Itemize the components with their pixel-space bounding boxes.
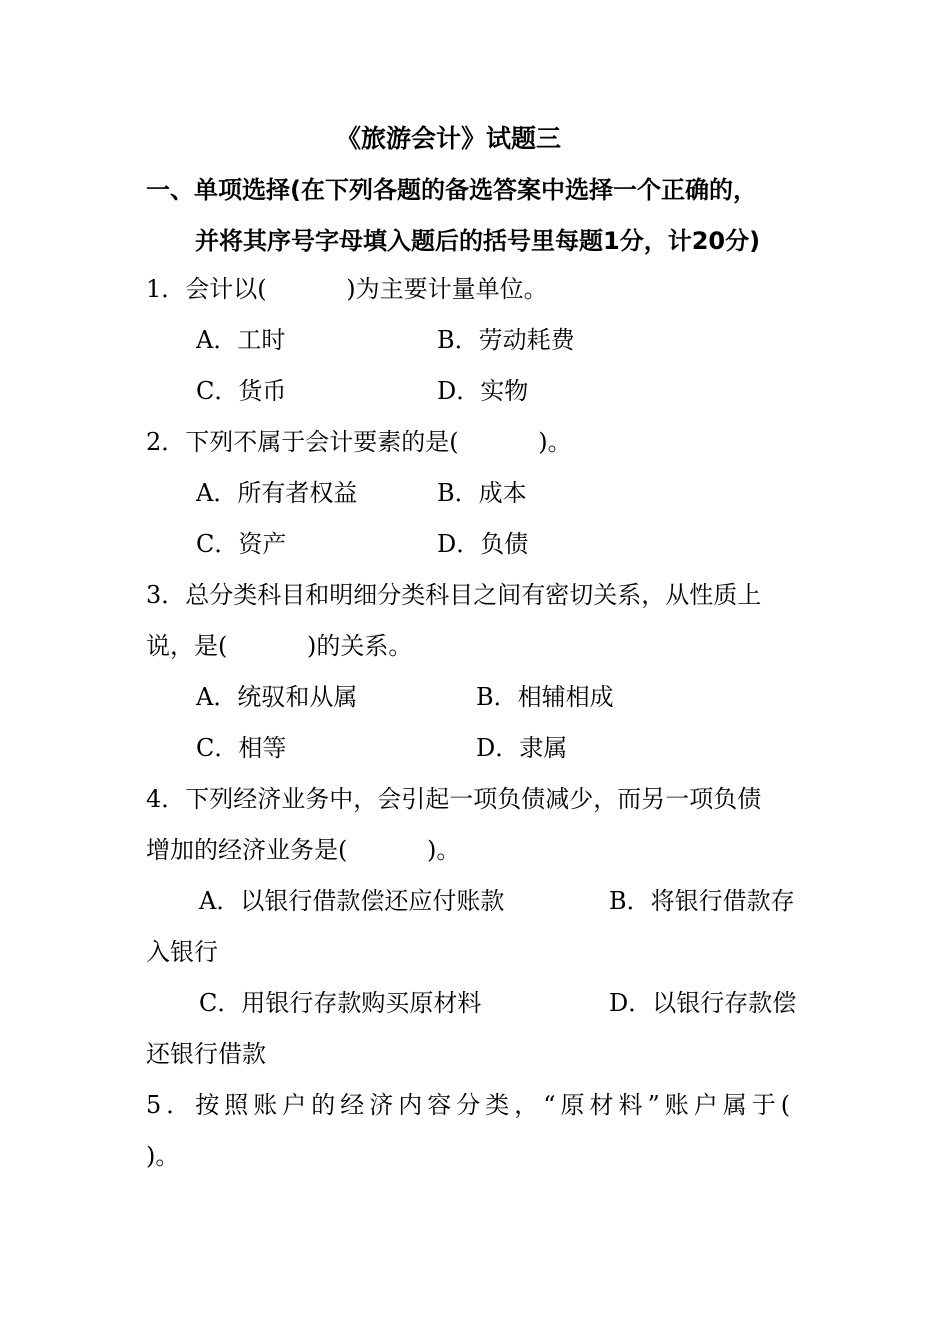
- question-4-stem-line1: 4．下列经济业务中，会引起一项负债减少，而另一项负债: [146, 785, 762, 813]
- question-5-stem-line1: 5．按照账户的经济内容分类，“原材料”账户属于(: [146, 1091, 796, 1119]
- question-2-option-a: A．所有者权益: [196, 479, 358, 507]
- question-4-option-b-line1: B．将银行借款存: [609, 887, 795, 915]
- question-2-stem: 2．下列不属于会计要素的是( )。: [146, 428, 572, 456]
- question-4-stem-line2: 增加的经济业务是( )。: [146, 836, 461, 864]
- question-4-option-c: C．用银行存款购买原材料: [199, 989, 482, 1017]
- question-4-option-d-line2: 还银行借款: [146, 1040, 266, 1068]
- question-1-stem: 1．会计以( )为主要计量单位。: [146, 275, 548, 303]
- question-3-option-d: D．隶属: [476, 734, 568, 762]
- question-3-stem-line2: 说，是( )的关系。: [146, 632, 413, 660]
- question-1-option-c: C．货币: [196, 377, 287, 405]
- question-4-option-b-line2: 入银行: [146, 938, 218, 966]
- question-3-option-c: C．相等: [196, 734, 287, 762]
- question-3-stem-line1: 3．总分类科目和明细分类科目之间有密切关系，从性质上: [146, 581, 762, 609]
- question-1-option-d: D．实物: [437, 377, 529, 405]
- question-4-option-d-line1: D．以银行存款偿: [609, 989, 797, 1017]
- question-2-option-c: C．资产: [196, 530, 287, 558]
- section-heading-line2: 并将其序号字母填入题后的括号里每题1分，计20分): [195, 227, 761, 255]
- question-2-option-d: D．负债: [437, 530, 529, 558]
- question-4-option-a: A．以银行借款偿还应付账款: [199, 887, 505, 915]
- exam-title: 《旅游会计》试题三: [336, 124, 562, 153]
- question-3-option-a: A．统驭和从属: [196, 683, 358, 711]
- question-3-option-b: B．相辅相成: [476, 683, 614, 711]
- section-heading-line1: 一、单项选择(在下列各题的备选答案中选择一个正确的，: [146, 176, 757, 204]
- question-1-option-b: B．劳动耗费: [437, 326, 575, 354]
- question-5-stem-line2: )。: [146, 1142, 180, 1170]
- question-2-option-b: B．成本: [437, 479, 527, 507]
- question-1-option-a: A．工时: [196, 326, 286, 354]
